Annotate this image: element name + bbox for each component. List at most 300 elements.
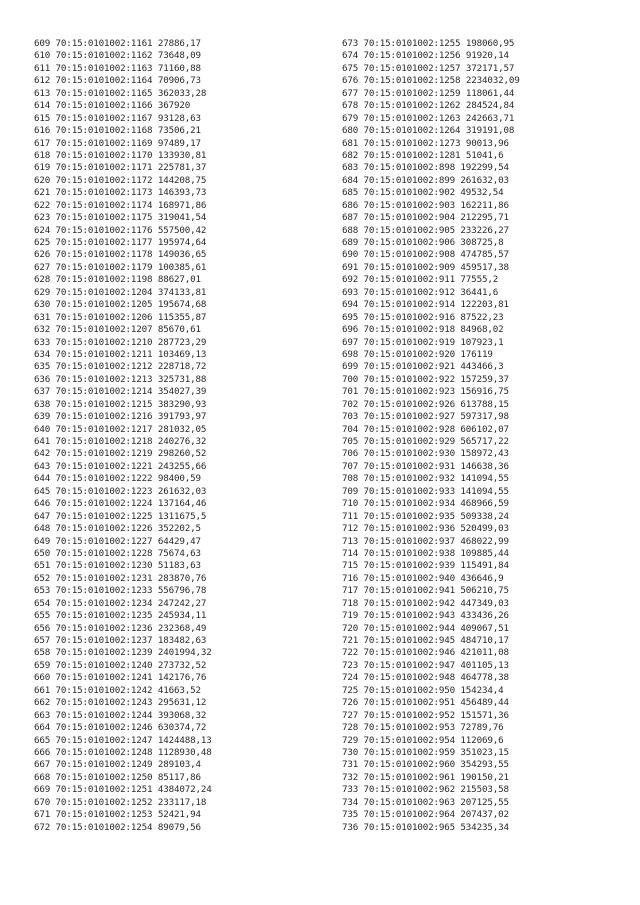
row-number: 699 <box>342 361 359 373</box>
row-number: 683 <box>342 162 359 174</box>
cadastral-number: 70:15:0101002:923 <box>363 386 456 398</box>
table-row <box>342 672 520 684</box>
cadastral-number: 70:15:0101002:964 <box>363 809 456 821</box>
row-number: 618 <box>34 149 51 161</box>
row-number: 716 <box>342 572 359 584</box>
table-row <box>342 175 520 187</box>
row-number: 713 <box>342 535 359 547</box>
row-number: 621 <box>34 187 51 199</box>
cadastral-number: 70:15:0101002:1219 <box>55 448 153 460</box>
cadastral-number: 70:15:0101002:940 <box>363 572 456 584</box>
cadastral-number: 70:15:0101002:902 <box>363 187 456 199</box>
value: 144208,75 <box>157 174 207 186</box>
value: 281032,05 <box>157 423 207 435</box>
cadastral-number: 70:15:0101002:945 <box>363 635 456 646</box>
cadastral-number: 70:15:0101002:938 <box>363 547 456 559</box>
value: 212295,71 <box>460 212 509 224</box>
value: 207437,02 <box>460 809 509 821</box>
row-number: 659 <box>34 659 51 671</box>
cadastral-number: 70:15:0101002:1176 <box>55 224 153 236</box>
value: 51041,6 <box>465 149 504 161</box>
cadastral-number: 70:15:0101002:912 <box>363 286 456 298</box>
row-number: 638 <box>34 398 51 410</box>
table-row <box>34 187 212 199</box>
cadastral-number: 70:15:0101002:927 <box>363 411 456 423</box>
value: 137164,46 <box>157 498 207 510</box>
row-number: 644 <box>34 473 51 485</box>
table-row <box>342 759 520 771</box>
value: 71160,88 <box>157 62 201 74</box>
table-row <box>342 287 520 299</box>
table-row <box>342 809 520 821</box>
row-number: 735 <box>342 809 359 821</box>
cadastral-number: 70:15:0101002:932 <box>363 473 456 485</box>
row-number: 686 <box>342 199 359 211</box>
table-row <box>34 150 212 162</box>
row-number: 627 <box>34 261 51 273</box>
value: 73506,21 <box>157 125 201 137</box>
row-number: 626 <box>34 249 51 261</box>
row-number: 665 <box>34 734 51 746</box>
value: 141094,55 <box>460 485 509 497</box>
value: 27886,17 <box>157 38 201 49</box>
cadastral-number: 70:15:0101002:1228 <box>55 547 153 559</box>
row-number: 610 <box>34 50 51 62</box>
row-number: 615 <box>34 112 51 124</box>
row-number: 725 <box>342 684 359 696</box>
cadastral-number: 70:15:0101002:1168 <box>55 125 153 137</box>
table-row <box>34 274 212 286</box>
cadastral-number: 70:15:0101002:947 <box>363 659 456 671</box>
value: 228718,72 <box>157 361 207 373</box>
cadastral-number: 70:15:0101002:1244 <box>55 709 153 721</box>
table-row <box>34 697 212 709</box>
table-row <box>342 536 520 548</box>
table-row <box>342 747 520 759</box>
table-row <box>342 324 520 336</box>
row-number: 656 <box>34 622 51 634</box>
table-row <box>34 287 212 299</box>
cadastral-number: 70:15:0101002:963 <box>363 796 456 808</box>
cadastral-number: 70:15:0101002:1225 <box>55 510 153 522</box>
row-number: 701 <box>342 386 359 398</box>
cadastral-number: 70:15:0101002:1179 <box>55 261 153 273</box>
cadastral-number: 70:15:0101002:1231 <box>55 572 153 584</box>
value: 52421,94 <box>157 809 201 821</box>
table-row <box>342 660 520 672</box>
cadastral-number: 70:15:0101002:1264 <box>363 125 461 137</box>
value: 98400,59 <box>157 473 201 485</box>
cadastral-number: 70:15:0101002:943 <box>363 610 456 622</box>
cadastral-number: 70:15:0101002:1222 <box>55 473 153 485</box>
value: 141094,55 <box>460 473 509 485</box>
table-row <box>34 436 212 448</box>
cadastral-number: 70:15:0101002:904 <box>363 212 456 224</box>
row-number: 641 <box>34 436 51 447</box>
row-number: 650 <box>34 547 51 559</box>
table-row <box>34 50 212 62</box>
row-number: 710 <box>342 498 359 510</box>
table-row <box>342 573 520 585</box>
table-row <box>342 735 520 747</box>
table-row <box>342 212 520 224</box>
row-number: 718 <box>342 597 359 609</box>
cadastral-number: 70:15:0101002:1259 <box>363 87 461 99</box>
cadastral-number: 70:15:0101002:1255 <box>363 38 461 49</box>
row-number: 698 <box>342 348 359 360</box>
value: 146638,36 <box>460 460 509 472</box>
row-number: 630 <box>34 299 51 311</box>
table-row <box>34 797 212 809</box>
value: 630374,72 <box>157 722 207 734</box>
row-number: 688 <box>342 224 359 236</box>
row-number: 723 <box>342 659 359 671</box>
table-row <box>342 138 520 150</box>
table-row <box>34 399 212 411</box>
row-number: 681 <box>342 137 359 149</box>
value: 459517,38 <box>460 261 509 273</box>
table-row <box>34 249 212 261</box>
cadastral-number: 70:15:0101002:908 <box>363 249 456 261</box>
cadastral-number: 70:15:0101002:1240 <box>55 659 153 671</box>
cadastral-number: 70:15:0101002:909 <box>363 261 456 273</box>
value: 158972,43 <box>460 448 509 460</box>
table-row <box>34 262 212 274</box>
cadastral-number: 70:15:0101002:933 <box>363 485 456 497</box>
table-row <box>34 598 212 610</box>
value: 243255,66 <box>157 460 207 472</box>
value: 168971,86 <box>157 199 207 211</box>
value: 75674,63 <box>157 547 201 559</box>
cadastral-number: 70:15:0101002:931 <box>363 460 456 472</box>
cadastral-number: 70:15:0101002:1241 <box>55 672 153 684</box>
table-row <box>342 361 520 373</box>
cadastral-number: 70:15:0101002:1171 <box>55 162 153 174</box>
cadastral-number: 70:15:0101002:1248 <box>55 746 153 758</box>
row-number: 684 <box>342 174 359 186</box>
value: 354027,39 <box>157 386 207 398</box>
table-row <box>342 697 520 709</box>
cadastral-number: 70:15:0101002:1164 <box>55 75 153 87</box>
value: 51183,63 <box>157 560 201 572</box>
cadastral-number: 70:15:0101002:1247 <box>55 734 153 746</box>
cadastral-number: 70:15:0101002:922 <box>363 373 456 385</box>
table-row <box>34 162 212 174</box>
cadastral-number: 70:15:0101002:1273 <box>363 137 461 149</box>
cadastral-number: 70:15:0101002:1217 <box>55 423 153 435</box>
table-row <box>342 610 520 622</box>
value: 436646,9 <box>460 572 504 584</box>
row-number: 729 <box>342 734 359 746</box>
cadastral-number: 70:15:0101002:946 <box>363 647 456 659</box>
table-row <box>34 809 212 821</box>
cadastral-number: 70:15:0101002:1242 <box>55 684 153 696</box>
cadastral-number: 70:15:0101002:930 <box>363 448 456 460</box>
row-number: 667 <box>34 759 51 771</box>
value: 261632,03 <box>460 174 509 186</box>
value: 383290,93 <box>157 398 207 410</box>
table-row <box>342 784 520 796</box>
row-number: 614 <box>34 100 51 112</box>
row-number: 631 <box>34 311 51 323</box>
cadastral-number: 70:15:0101002:920 <box>363 348 456 360</box>
cadastral-number: 70:15:0101002:1175 <box>55 212 153 224</box>
row-number: 668 <box>34 771 51 783</box>
cadastral-number: 70:15:0101002:928 <box>363 423 456 435</box>
table-row <box>34 448 212 460</box>
value: 156916,75 <box>460 386 509 398</box>
row-number: 673 <box>342 38 359 49</box>
cadastral-number: 70:15:0101002:898 <box>363 162 456 174</box>
row-number: 728 <box>342 722 359 734</box>
value: 85117,86 <box>157 771 201 783</box>
table-row <box>342 262 520 274</box>
cadastral-number: 70:15:0101002:1254 <box>55 821 153 833</box>
cadastral-number: 70:15:0101002:1173 <box>55 187 153 199</box>
cadastral-number: 70:15:0101002:1206 <box>55 311 153 323</box>
cadastral-number: 70:15:0101002:911 <box>363 274 456 286</box>
row-number: 645 <box>34 485 51 497</box>
table-row <box>342 560 520 572</box>
value: 509338,24 <box>460 510 509 522</box>
value: 4384072,24 <box>157 784 212 796</box>
cadastral-number: 70:15:0101002:941 <box>363 585 456 597</box>
table-row <box>342 424 520 436</box>
table-row <box>342 50 520 62</box>
table-row <box>34 411 212 423</box>
row-number: 732 <box>342 771 359 783</box>
value: 556796,78 <box>157 585 207 597</box>
left-column <box>34 38 212 834</box>
value: 240276,32 <box>157 436 207 447</box>
row-number: 678 <box>342 100 359 112</box>
row-number: 619 <box>34 162 51 174</box>
row-number: 629 <box>34 286 51 298</box>
cadastral-number: 70:15:0101002:1165 <box>55 87 153 99</box>
row-number: 633 <box>34 336 51 348</box>
cadastral-number: 70:15:0101002:1253 <box>55 809 153 821</box>
row-number: 689 <box>342 237 359 248</box>
cadastral-number: 70:15:0101002:965 <box>363 821 456 833</box>
cadastral-number: 70:15:0101002:1198 <box>55 274 153 286</box>
row-number: 660 <box>34 672 51 684</box>
table-row <box>342 374 520 386</box>
row-number: 649 <box>34 535 51 547</box>
table-row <box>342 88 520 100</box>
row-number: 663 <box>34 709 51 721</box>
value: 103469,13 <box>157 348 207 360</box>
table-row <box>34 424 212 436</box>
cadastral-number: 70:15:0101002:1234 <box>55 597 153 609</box>
cadastral-number: 70:15:0101002:1204 <box>55 286 153 298</box>
value: 597317,98 <box>460 411 509 423</box>
cadastral-number: 70:15:0101002:1258 <box>363 75 461 87</box>
table-row <box>342 461 520 473</box>
table-row <box>342 710 520 722</box>
row-number: 696 <box>342 324 359 336</box>
value: 468022,99 <box>460 535 509 547</box>
value: 233226,27 <box>460 224 509 236</box>
value: 118061,44 <box>465 87 515 99</box>
table-row <box>342 150 520 162</box>
value: 287723,29 <box>157 336 207 348</box>
table-row <box>34 299 212 311</box>
row-number: 697 <box>342 336 359 348</box>
cadastral-number: 70:15:0101002:959 <box>363 746 456 758</box>
row-number: 726 <box>342 697 359 709</box>
value: 242663,71 <box>465 112 515 124</box>
table-row <box>34 685 212 697</box>
table-row <box>342 685 520 697</box>
cadastral-number: 70:15:0101002:1243 <box>55 697 153 709</box>
row-number: 675 <box>342 62 359 74</box>
value: 506210,75 <box>460 585 509 597</box>
value: 319041,54 <box>157 212 207 224</box>
table-row <box>342 337 520 349</box>
value: 372171,57 <box>465 62 515 74</box>
row-number: 709 <box>342 485 359 497</box>
row-number: 727 <box>342 709 359 721</box>
value: 520499,03 <box>460 523 509 535</box>
value: 433436,26 <box>460 610 509 622</box>
table-row <box>342 511 520 523</box>
row-number: 613 <box>34 87 51 99</box>
row-number: 679 <box>342 112 359 124</box>
value: 464778,38 <box>460 672 509 684</box>
cadastral-number: 70:15:0101002:954 <box>363 734 456 746</box>
row-number: 715 <box>342 560 359 572</box>
table-row <box>34 337 212 349</box>
value: 1128930,48 <box>157 746 212 758</box>
cadastral-number: 70:15:0101002:1211 <box>55 348 153 360</box>
cadastral-number: 70:15:0101002:1174 <box>55 199 153 211</box>
row-number: 693 <box>342 286 359 298</box>
table-row <box>342 772 520 784</box>
table-row <box>34 473 212 485</box>
cadastral-number: 70:15:0101002:919 <box>363 336 456 348</box>
table-row <box>34 88 212 100</box>
row-number: 646 <box>34 498 51 510</box>
cadastral-number: 70:15:0101002:1167 <box>55 112 153 124</box>
table-row <box>342 299 520 311</box>
row-number: 736 <box>342 821 359 833</box>
cadastral-number: 70:15:0101002:1237 <box>55 635 153 646</box>
table-row <box>34 461 212 473</box>
table-row <box>342 448 520 460</box>
value: 1311675,5 <box>157 510 207 522</box>
row-number: 685 <box>342 187 359 199</box>
row-number: 658 <box>34 647 51 659</box>
value: 443466,3 <box>460 361 504 373</box>
cadastral-number: 70:15:0101002:1212 <box>55 361 153 373</box>
row-number: 657 <box>34 635 51 646</box>
cadastral-number: 70:15:0101002:1224 <box>55 498 153 510</box>
cadastral-number: 70:15:0101002:1230 <box>55 560 153 572</box>
row-number: 655 <box>34 610 51 622</box>
table-row <box>342 822 520 834</box>
table-row <box>34 200 212 212</box>
cadastral-number: 70:15:0101002:918 <box>363 324 456 336</box>
table-row <box>34 536 212 548</box>
table-row <box>34 361 212 373</box>
cadastral-number: 70:15:0101002:1163 <box>55 62 153 74</box>
cadastral-number: 70:15:0101002:951 <box>363 697 456 709</box>
value: 352202,5 <box>157 523 201 535</box>
row-number: 731 <box>342 759 359 771</box>
cadastral-number: 70:15:0101002:939 <box>363 560 456 572</box>
row-number: 664 <box>34 722 51 734</box>
cadastral-number: 70:15:0101002:1252 <box>55 796 153 808</box>
value: 247242,27 <box>157 597 207 609</box>
row-number: 611 <box>34 62 51 74</box>
value: 70906,73 <box>157 75 201 87</box>
table-row <box>34 610 212 622</box>
cadastral-number: 70:15:0101002:905 <box>363 224 456 236</box>
row-number: 653 <box>34 585 51 597</box>
value: 149036,65 <box>157 249 207 261</box>
table-row <box>34 386 212 398</box>
table-row <box>342 436 520 448</box>
value: 565717,22 <box>460 436 509 447</box>
row-number: 648 <box>34 523 51 535</box>
cadastral-number: 70:15:0101002:1221 <box>55 460 153 472</box>
value: 122203,81 <box>460 299 509 311</box>
value: 283870,76 <box>157 572 207 584</box>
cadastral-number: 70:15:0101002:1257 <box>363 62 461 74</box>
cadastral-number: 70:15:0101002:960 <box>363 759 456 771</box>
cadastral-number: 70:15:0101002:1177 <box>55 237 153 248</box>
row-number: 680 <box>342 125 359 137</box>
row-number: 632 <box>34 324 51 336</box>
value: 146393,73 <box>157 187 207 199</box>
table-row <box>34 660 212 672</box>
value: 183482,63 <box>157 635 207 646</box>
cadastral-number: 70:15:0101002:948 <box>363 672 456 684</box>
value: 72789,76 <box>460 722 504 734</box>
table-row <box>342 386 520 398</box>
value: 468966,59 <box>460 498 509 510</box>
table-row <box>342 237 520 249</box>
cadastral-number: 70:15:0101002:935 <box>363 510 456 522</box>
table-row <box>342 100 520 112</box>
row-number: 643 <box>34 460 51 472</box>
value: 207125,55 <box>460 796 509 808</box>
cadastral-number: 70:15:0101002:1281 <box>363 149 461 161</box>
table-row <box>34 759 212 771</box>
value: 289103,4 <box>157 759 201 771</box>
cadastral-number: 70:15:0101002:953 <box>363 722 456 734</box>
value: 154234,4 <box>460 684 504 696</box>
value: 192299,54 <box>460 162 509 174</box>
cadastral-number: 70:15:0101002:1227 <box>55 535 153 547</box>
cadastral-number: 70:15:0101002:961 <box>363 771 456 783</box>
value: 91920,14 <box>465 50 509 62</box>
row-number: 639 <box>34 411 51 423</box>
value: 133930,81 <box>157 149 207 161</box>
row-number: 609 <box>34 38 51 49</box>
table-row <box>34 735 212 747</box>
row-number: 733 <box>342 784 359 796</box>
value: 484710,17 <box>460 635 509 646</box>
row-number: 702 <box>342 398 359 410</box>
value: 308725,8 <box>460 237 504 248</box>
cadastral-number: 70:15:0101002:906 <box>363 237 456 248</box>
value: 261632,03 <box>157 485 207 497</box>
row-number: 671 <box>34 809 51 821</box>
table-row <box>342 486 520 498</box>
value: 87522,23 <box>460 311 504 323</box>
table-row <box>342 399 520 411</box>
